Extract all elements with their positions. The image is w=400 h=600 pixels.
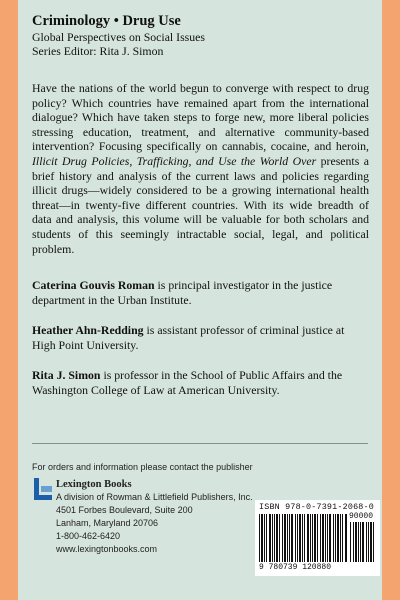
category-heading: Criminology • Drug Use (32, 13, 181, 29)
isbn-text: ISBN 978-0-7391-2068-0 (259, 502, 374, 512)
author-name: Heather Ahn-Redding (32, 323, 144, 337)
publisher-logo-icon (32, 477, 54, 503)
series-name: Global Perspectives on Social Issues (32, 30, 205, 44)
publisher-division: A division of Rowman & Littlefield Publishers, Inc. (56, 492, 253, 502)
isbn-barcode (259, 514, 347, 562)
author-bio-text: is professor in the School of Public Affairs and the Washington College of Law at American University. (32, 368, 343, 397)
publisher-website: www.lexingtonbooks.com (56, 544, 158, 554)
orders-note: For orders and information please contact the publisher (32, 462, 253, 472)
series-editor: Series Editor: Rita J. Simon (32, 44, 164, 58)
publisher-info (56, 478, 253, 556)
author-name: Caterina Gouvis Roman (32, 278, 155, 292)
author-bio (32, 323, 369, 352)
description-part-1: Have the nations of the world begun to converge with respect to drug policy? Which countries have remained apart from the international dialogue? Which have taken steps to forge new, more liberal policies stressing education, treatment, and alternative community-based intervention? Focusing specifically on cannabis, cocaine, and heroin, (32, 81, 369, 154)
author-bio-text: is principal investigator in the justice department in the Urban Institute. (32, 278, 333, 307)
book-title: Illicit Drug Policies, Trafficking, and Use the World Over (32, 153, 317, 168)
publisher-address-line-1: 4501 Forbes Boulevard, Suite 200 (56, 505, 193, 515)
addon-barcode (350, 522, 376, 562)
author-bio-text: is assistant professor of criminal justice at High Point University. (32, 323, 345, 352)
author-bio (32, 368, 369, 397)
author-bio (32, 278, 369, 307)
book-description (32, 81, 369, 256)
publisher-address-line-2: Lanham, Maryland 20706 (56, 518, 159, 528)
author-name: Rita J. Simon (32, 368, 101, 382)
back-cover-panel (18, 0, 382, 600)
publisher-name: Lexington Books (56, 479, 132, 490)
section-divider (32, 443, 368, 444)
price-addon-code: 90000 (349, 512, 374, 521)
barcode-label (255, 500, 380, 576)
description-part-2: presents a brief history and analysis of the current laws and policies regarding illicit drugs—widely considered to be a growing international health threat—in twenty-five different countries. With its wide breadth of data and analysis, this volume will be valuable for both scholars and students of this seemingly intractable social, legal, and political problem. (32, 153, 369, 256)
ean-digits: 9 780739 120880 (259, 563, 332, 572)
series-header (32, 13, 372, 58)
publisher-phone: 1-800-462-6420 (56, 531, 121, 541)
